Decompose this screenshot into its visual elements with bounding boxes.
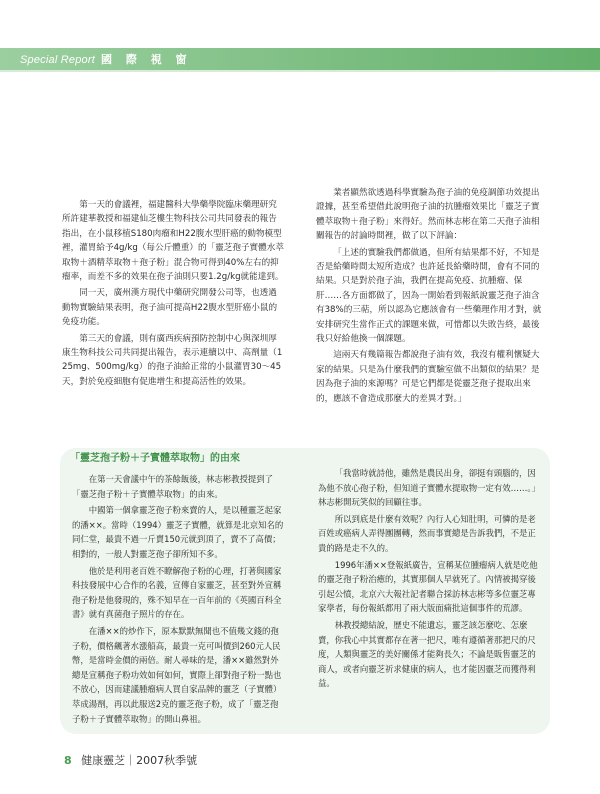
paragraph: 這兩天有幾篇報告都說孢子油有效，我沒有權利懷疑大家的結果。只是為什麼我們的實驗室做不出類似的結果？是因為孢子油的來源嗎？可是它們都是從靈芝孢子提取出來的，應該不會造成那麼大的差異才對。」 <box>316 350 540 404</box>
article-left-column <box>62 198 284 391</box>
page-footer <box>64 754 197 768</box>
paragraph: 同一天，廣州漢方現代中藥研究開發公司等，也透過動物實驗結果表明，孢子油可提高H22腹水型肝癌小鼠的免疫功能。 <box>62 288 278 328</box>
paragraph: 中國第一個拿靈芝孢子粉來賣的人，是以種靈芝起家的潘××。當時（1994）靈芝子實體，就算是北京知名的同仁堂，最貴不過一斤賣150元就到頂了，賣不了高價；相對的，一般人對靈芝孢子卻所知不多。 <box>72 505 284 559</box>
paragraph: 業者顯然欲透過科學實驗為孢子油的免疫調節功效提出證據，甚至希望借此說明孢子油的抗腫瘤效果比「靈芝子實體萃取物＋孢子粉」來得好。然而林志彬在第二天孢子油相關報告的討論時間裡，做了以下評論： <box>316 188 540 242</box>
publication-name: 健康靈芝｜2007秋季號 <box>81 754 198 767</box>
paragraph: 1996年潘××登報紙廣告，宣稱某位腫瘤病人就是吃他的靈芝孢子粉治癒的，其實那個人早就死了。內情被揭穿後引起公憤，北京六大報社記者聯合採訪林志彬等多位靈芝專家學者，每份報紙都用了兩大版面痛批這個事件的荒謬。 <box>318 559 538 614</box>
paragraph: 第一天的會議裡，福建醫科大學藥學院臨床藥理研究所許建華教授和福建仙芝樓生物科技公司共同發表的報告指出，在小鼠移植S180肉瘤和H22腹水型肝癌的動物模型裡，灌胃給予4g/kg（每公斤體重）的「靈芝孢子實體水萃取物＋酒精萃取物＋孢子粉」混合物可得到40%左右的抑瘤率，而差不多的效果在孢子油則只要1.2g/kg就能達到。 <box>62 200 284 283</box>
section-title-english: Special Report <box>20 54 95 66</box>
section-header <box>20 52 192 68</box>
quote-paragraph: 「上述的實驗我們都做過，但所有結果都不好，不知是否是給藥時間太短所造成？也許延長給藥時間，會有不同的結果。只是對於孢子油，我們在提高免疫、抗腫瘤、保肝……各方面都做了，因為一開始看到報紙說靈芝孢子油含有38%的三萜，所以認為它應該會有一些藥理作用才對，就安排研究生當作正式的課題來做，可惜都以失敗告終，最後我只好給他換一個課題。 <box>316 247 542 345</box>
paragraph: 他於是利用老百姓不瞭解孢子粉的心理，打著與國家科技發展中心合作的名義，宣傳自家靈芝，甚至對外宣稱孢子粉是他發現的，殊不知早在一百年前的《英國百科全書》就有真菌孢子照片的存在。 <box>72 565 282 620</box>
paragraph: 第三天的會議，則有廣西疾病預防控制中心與深圳厚康生物科技公司共同提出報告，表示連續以中、高劑量（125mg、500mg/kg）的孢子油給正常的小鼠灌胃30～45天，對於免疫細胞有促進增生和提高活性的效果。 <box>62 333 283 387</box>
paragraph: 在第一天會議中午的茶餘飯後，林志彬教授提到了「靈芝孢子粉＋子實體萃取物」的由來。 <box>72 474 274 499</box>
header-rule <box>0 70 600 72</box>
article-right-column <box>316 186 542 408</box>
section-title-chinese: 國 際 視 窗 <box>101 53 192 66</box>
sidebar-left-column <box>72 472 286 728</box>
page-number: 8 <box>64 754 72 767</box>
sidebar-right-column <box>318 466 540 693</box>
paragraph: 所以到底是什麼有效呢？內行人心知肚明，可憐的是老百姓或癌病人弄得團團轉，然而事實總是告訴我們，不是正貴的路是走不久的。 <box>318 513 536 553</box>
sidebar-title: 「靈芝孢子粉＋子實體萃取物」的由來 <box>70 453 240 464</box>
paragraph: 「我當時就詩他，雖然是農民出身，卻挺有頭腦的，因為他不放心孢子粉，但知道子實體水提取物一定有效……。」林志彬開玩笑似的回顧往事。 <box>318 468 540 508</box>
paragraph: 林教授總結說，歷史不能遺忘，靈芝該怎麼吃、怎麼賣，你我心中其實都存在著一把尺，唯有遵循著那把尺的尺度，人類與靈芝的美好關係才能夠長久；不論是販售靈芝的商人，或者向靈芝祈求健康的病人，也才能因靈芝而獲得利益。 <box>318 619 536 689</box>
paragraph: 在潘××的炒作下，原本默默無聞也不值幾文錢的孢子粉，價格飆著水漲船高，最貴一克可叫價到260元人民幣，是當時金價的兩倍。耐人尋味的是，潘××雖然對外總是宣稱孢子粉功效如何如何，實際上卻對孢子粉一點也不放心，因而建議腫瘤病人買自家品牌的靈芝（子實體）萃成湯劑，再以此服送2克的靈芝孢子粉，成了「靈芝孢子粉＋子實體萃取物」的開山鼻祖。 <box>72 625 282 724</box>
